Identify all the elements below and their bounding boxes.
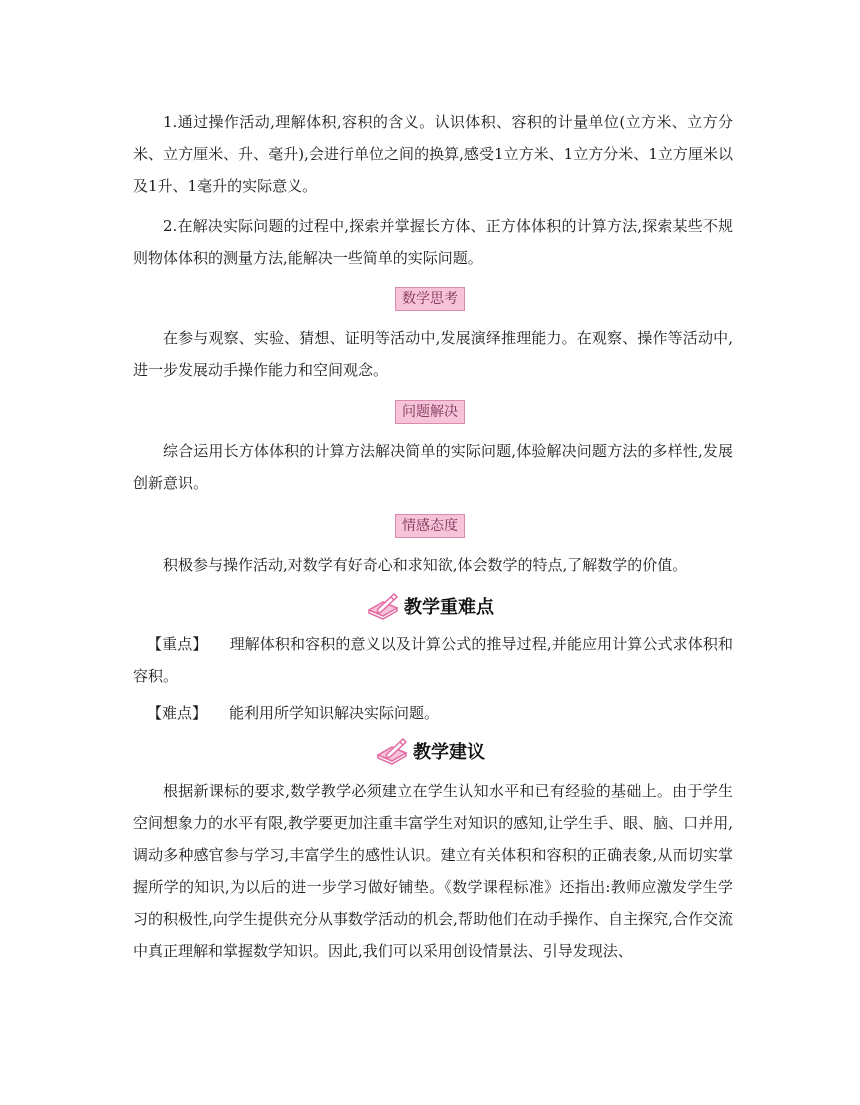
tag-math-thinking: 数学思考 [395, 287, 465, 311]
tag-attitude: 情感态度 [395, 514, 465, 538]
pencil-book-icon [366, 591, 400, 621]
section-heading-text: 教学重难点 [404, 597, 494, 618]
section-heading-suggestions [375, 736, 485, 766]
pencil-book-icon [375, 736, 409, 766]
suggestions-paragraph: 根据新课标的要求,数学教学必须建立在学生认知水平和已有经验的基础上。由于学生空间想象力的水平有限,教学要更加注重丰富学生对知识的感知,让学生手、眼、脑、口并用,调动多种感官参与学习,丰富学生的感性认识。建立有关体积和容积的正确表象,从而切实掌握所学的知识,为以后的进一步学习做好铺垫。《数学课程标准》还指出:教师应激发学生学习的积极性,向学生提供充分从事数学活动的机会,帮助他们在动手操作、自主探究,合作交流中真正理解和掌握数学知识。因此,我们可以采用创设情景法、引导发现法、 [133, 782, 733, 960]
objective-paragraph-1: 1.通过操作活动,理解体积,容积的含义。认识体积、容积的计量单位(立方米、立方分米、立方厘米、升、毫升),会进行单位之间的换算,感受1立方米、1立方分米、1立方厘米以及1升、1毫升的实际意义。 [133, 113, 733, 195]
tag-problem-solving: 问题解决 [395, 400, 465, 424]
math-thinking-paragraph: 在参与观察、实验、猜想、证明等活动中,发展演绎推理能力。在观察、操作等活动中,进一步发展动手操作能力和空间观念。 [133, 329, 733, 379]
key-point-important [133, 628, 733, 692]
section-heading-key-points [366, 591, 494, 621]
important-text: 理解体积和容积的意义以及计算公式的推导过程,并能应用计算公式求体积和容积。 [133, 635, 733, 685]
key-point-difficult [133, 697, 733, 729]
objective-paragraph-2: 2.在解决实际问题的过程中,探索并掌握长方体、正方体体积的计算方法,探索某些不规则物体体积的测量方法,能解决一些简单的实际问题。 [133, 217, 733, 267]
section-heading-text: 教学建议 [413, 742, 485, 763]
important-label: 【重点】 [147, 635, 208, 653]
difficult-label: 【难点】 [147, 704, 208, 722]
attitude-paragraph: 积极参与操作活动,对数学有好奇心和求知欲,体会数学的特点,了解数学的价值。 [163, 556, 688, 574]
problem-solving-paragraph: 综合运用长方体体积的计算方法解决简单的实际问题,体验解决问题方法的多样性,发展创新意识。 [133, 442, 733, 492]
difficult-text: 能利用所学知识解决实际问题。 [229, 704, 440, 722]
